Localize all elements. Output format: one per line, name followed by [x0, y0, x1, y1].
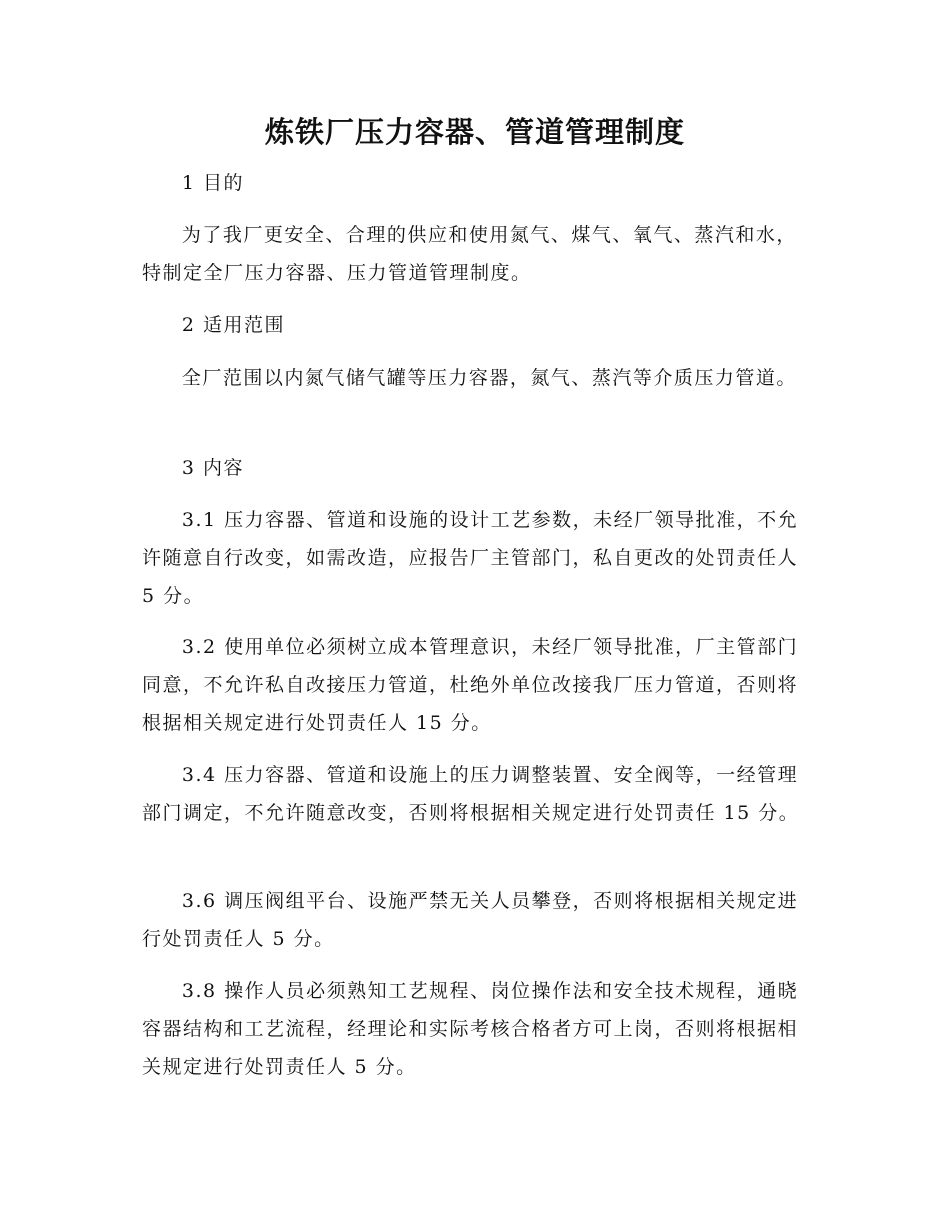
paragraph-scope: 全厂范围以内氮气储气罐等压力容器，氮气、蒸汽等介质压力管道。: [181, 367, 797, 389]
section-heading-purpose: 1 目的: [181, 172, 245, 194]
paragraph-3-1: 3.1 压力容器、管道和设施的设计工艺参数，未经厂领导批准，不允许随意自行改变，如需改造，应报告厂主管部门，私自更改的处罚责任人 5 分。: [142, 509, 799, 607]
paragraph-3-4: 3.4 压力容器、管道和设施上的压力调整装置、安全阀等，一经管理部门调定，不允许随意改变，否则将根据相关规定进行处罚责任 15 分。: [142, 764, 800, 824]
paragraph-3-8: 3.8 操作人员必须熟知工艺规程、岗位操作法和安全技术规程，通晓容器结构和工艺流程，经理论和实际考核合格者方可上岗，否则将根据相关规定进行处罚责任人 5 分。: [142, 980, 799, 1078]
section-heading-scope: 2 适用范围: [181, 314, 286, 336]
section-heading-content: 3 内容: [181, 457, 245, 479]
paragraph-purpose: 为了我厂更安全、合理的供应和使用氮气、煤气、氧气、蒸汽和水，特制定全厂压力容器、压力管道管理制度。: [142, 224, 797, 284]
paragraph-3-6: 3.6 调压阀组平台、设施严禁无关人员攀登，否则将根据相关规定进行处罚责任人 5 分。: [142, 890, 799, 950]
document-title: 炼铁厂压力容器、管道管理制度: [264, 115, 685, 149]
paragraph-3-2: 3.2 使用单位必须树立成本管理意识，未经厂领导批准，厂主管部门同意，不允许私自改接压力管道，杜绝外单位改接我厂压力管道，否则将根据相关规定进行处罚责任人 15 分。: [142, 636, 799, 734]
